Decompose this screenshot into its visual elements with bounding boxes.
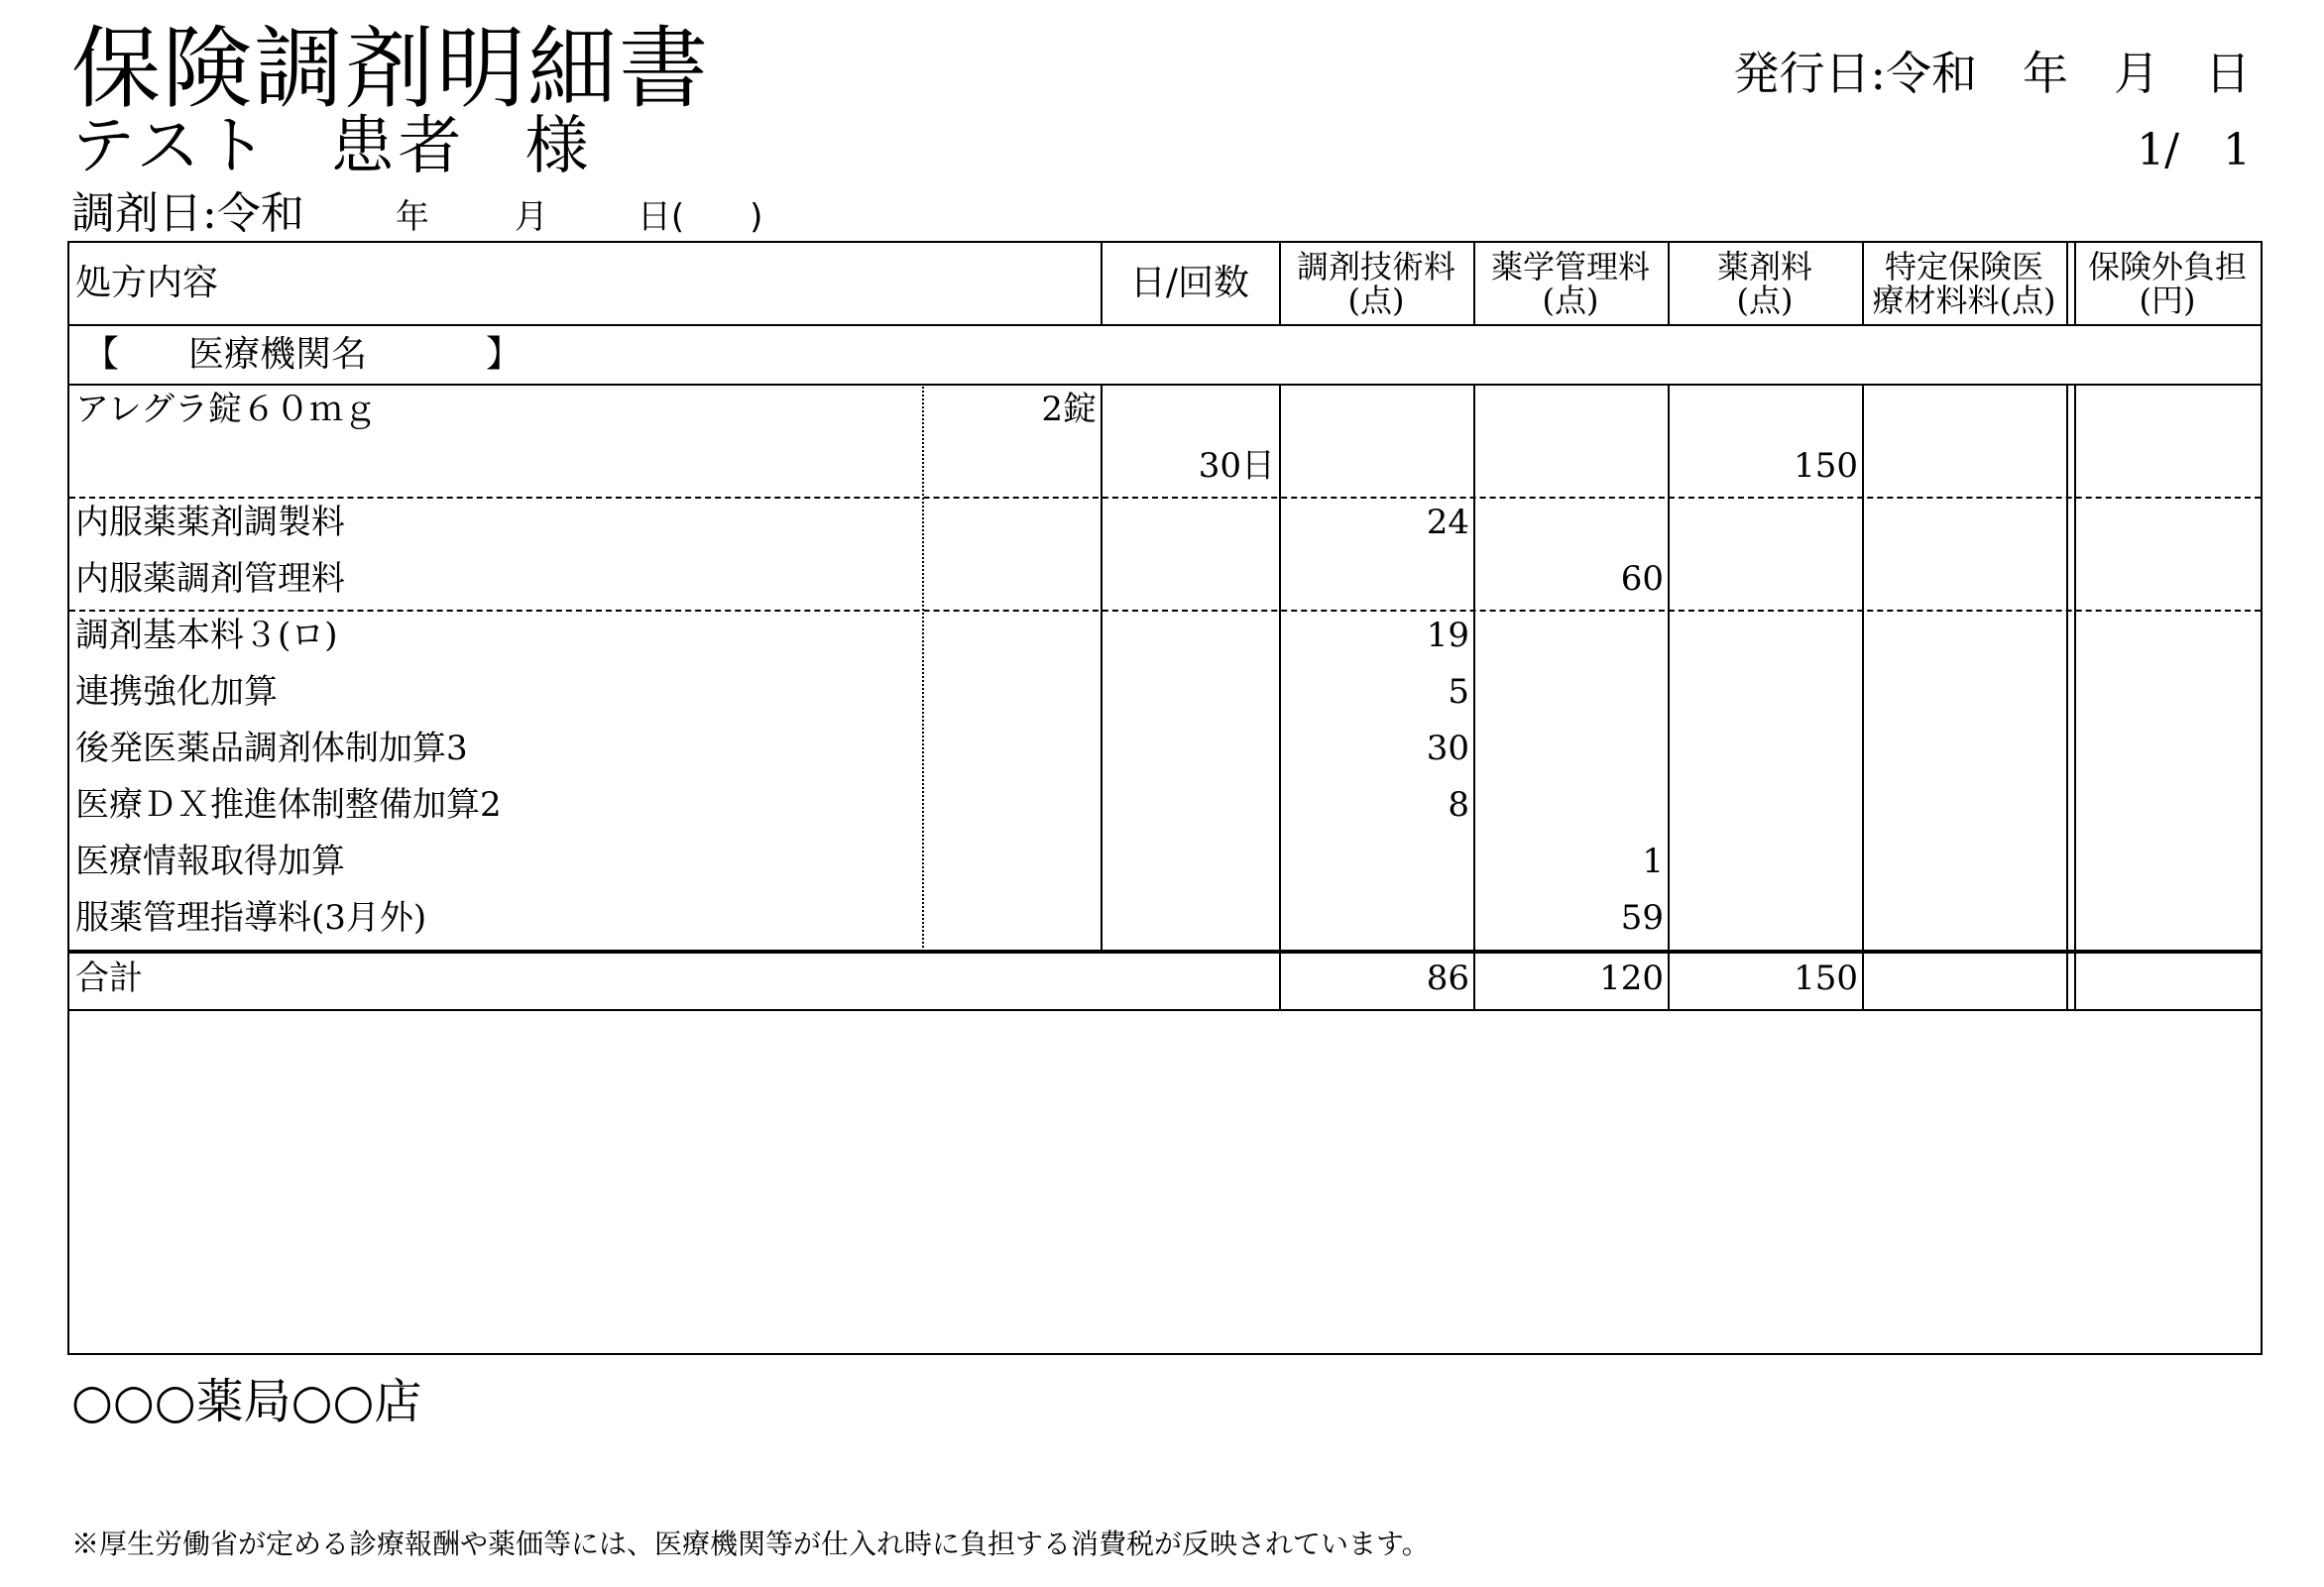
row-0-days — [1101, 388, 1275, 431]
row-8-mgmt: 1 — [1642, 842, 1664, 881]
row-2-days — [1101, 501, 1275, 544]
row-0-qty: 2錠 — [1041, 390, 1097, 429]
row-5-tech: 5 — [1448, 672, 1469, 712]
table-header — [69, 243, 2261, 326]
patient-line — [71, 109, 592, 184]
row-1-qty — [922, 444, 1097, 488]
date-close: ) — [750, 197, 763, 237]
row-4-name: 調剤基本料３(ロ) — [75, 616, 338, 655]
rule-bottom-total — [69, 1009, 2261, 1011]
row-4-qty — [922, 614, 1097, 657]
row-6-name: 後発医薬品調剤体制加算3 — [75, 729, 468, 768]
row-2-drug — [1668, 501, 1858, 544]
row-9-mgmt: 59 — [1620, 898, 1664, 938]
row-4-tech: 19 — [1426, 616, 1469, 655]
total-label: 合計 — [75, 959, 143, 998]
issue-date: 発行日:令和 年 月 日 — [1733, 47, 2251, 100]
row-9-days — [1101, 896, 1275, 940]
page-number: 1/ 1 — [2137, 125, 2251, 175]
header-days: 日/回数 — [1129, 263, 1250, 303]
row-9-name: 服薬管理指導料(3月外) — [75, 898, 427, 938]
institution-bracket-open: 【 — [83, 334, 120, 375]
document-title: 保険調剤明細書 — [71, 17, 710, 121]
rule-total — [69, 950, 2261, 954]
row-8-name: 医療情報取得加算 — [75, 842, 345, 881]
row-9-qty — [922, 896, 1097, 940]
row-3-mgmt: 60 — [1620, 559, 1664, 599]
row-9-tech — [1279, 896, 1469, 940]
header-out-of-insurance: 保険外負担 (円) — [2087, 248, 2247, 319]
dispensing-date — [71, 186, 762, 245]
row-3-qty — [922, 557, 1097, 601]
row-6-days — [1101, 727, 1275, 770]
row-7-days — [1101, 783, 1275, 827]
row-2-tech: 24 — [1426, 503, 1469, 542]
row-8-days — [1101, 840, 1275, 883]
header-materials: 特定保険医 療材料料(点) — [1872, 248, 2056, 319]
pharmacy-name: ○○○薬局○○店 — [71, 1374, 422, 1429]
row-6-mgmt — [1473, 727, 1664, 770]
row-0-tech — [1279, 388, 1469, 431]
row-5-drug — [1668, 670, 1858, 714]
row-8-qty — [922, 840, 1097, 883]
row-6-drug — [1668, 727, 1858, 770]
header-content: 処方内容 — [75, 263, 219, 303]
row-8-tech — [1279, 840, 1469, 883]
row-8-drug — [1668, 840, 1858, 883]
row-1-days: 30日 — [1198, 446, 1275, 486]
row-2-mgmt — [1473, 501, 1664, 544]
row-2-qty — [922, 501, 1097, 544]
header-pharm-mgmt: 薬学管理料 (点) — [1490, 248, 1650, 319]
institution-name: 医療機関名 — [188, 334, 368, 375]
patient-name: テスト — [71, 110, 272, 183]
date-day: 日( — [637, 197, 685, 237]
patient-label: 患者 — [330, 110, 466, 183]
row-1-name — [75, 444, 918, 488]
date-year: 年 — [395, 197, 429, 237]
row-5-name: 連携強化加算 — [75, 672, 278, 712]
row-7-qty — [922, 783, 1097, 827]
date-month: 月 — [514, 197, 548, 237]
row-3-drug — [1668, 557, 1858, 601]
footnote: ※厚生労働省が定める診療報酬や薬価等には、医療機関等が仕入れ時に負担する消費税が反映されています。 — [71, 1528, 1430, 1560]
rule-fee-group — [69, 610, 2261, 612]
row-5-days — [1101, 670, 1275, 714]
honorific: 様 — [524, 110, 593, 183]
row-3-tech — [1279, 557, 1469, 601]
row-1-mgmt — [1473, 444, 1664, 488]
row-7-name: 医療ＤＸ推進体制整備加算2 — [75, 785, 502, 825]
row-9-drug — [1668, 896, 1858, 940]
total-mgmt: 120 — [1599, 959, 1664, 998]
dispensing-date-label: 調剤日:令和 — [71, 188, 304, 239]
row-4-days — [1101, 614, 1275, 657]
row-7-drug — [1668, 783, 1858, 827]
row-0-drug — [1668, 388, 1858, 431]
row-0-mgmt — [1473, 388, 1664, 431]
header-drug-fee: 薬剤料 (点) — [1716, 248, 1812, 319]
row-3-days — [1101, 557, 1275, 601]
row-5-qty — [922, 670, 1097, 714]
row-1-tech — [1279, 444, 1469, 488]
row-5-mgmt — [1473, 670, 1664, 714]
statement-table — [67, 241, 2263, 1355]
row-1-drug: 150 — [1794, 446, 1858, 486]
institution-row — [69, 326, 2261, 384]
row-7-tech: 8 — [1448, 785, 1469, 825]
row-7-mgmt — [1473, 783, 1664, 827]
row-6-qty — [922, 727, 1097, 770]
row-3-name: 内服薬調剤管理料 — [75, 559, 345, 599]
total-tech: 86 — [1426, 959, 1469, 998]
row-6-tech: 30 — [1426, 729, 1469, 768]
row-0-name: アレグラ錠６０ｍｇ — [75, 390, 377, 429]
row-4-mgmt — [1473, 614, 1664, 657]
row-2-name: 内服薬薬剤調製料 — [75, 503, 345, 542]
row-4-drug — [1668, 614, 1858, 657]
rule-institution — [69, 384, 2261, 386]
total-drug: 150 — [1794, 959, 1858, 998]
rule-drug-group — [69, 497, 2261, 499]
institution-bracket-close: 】 — [486, 334, 523, 375]
header-tech-fee: 調剤技術料 (点) — [1296, 248, 1455, 319]
